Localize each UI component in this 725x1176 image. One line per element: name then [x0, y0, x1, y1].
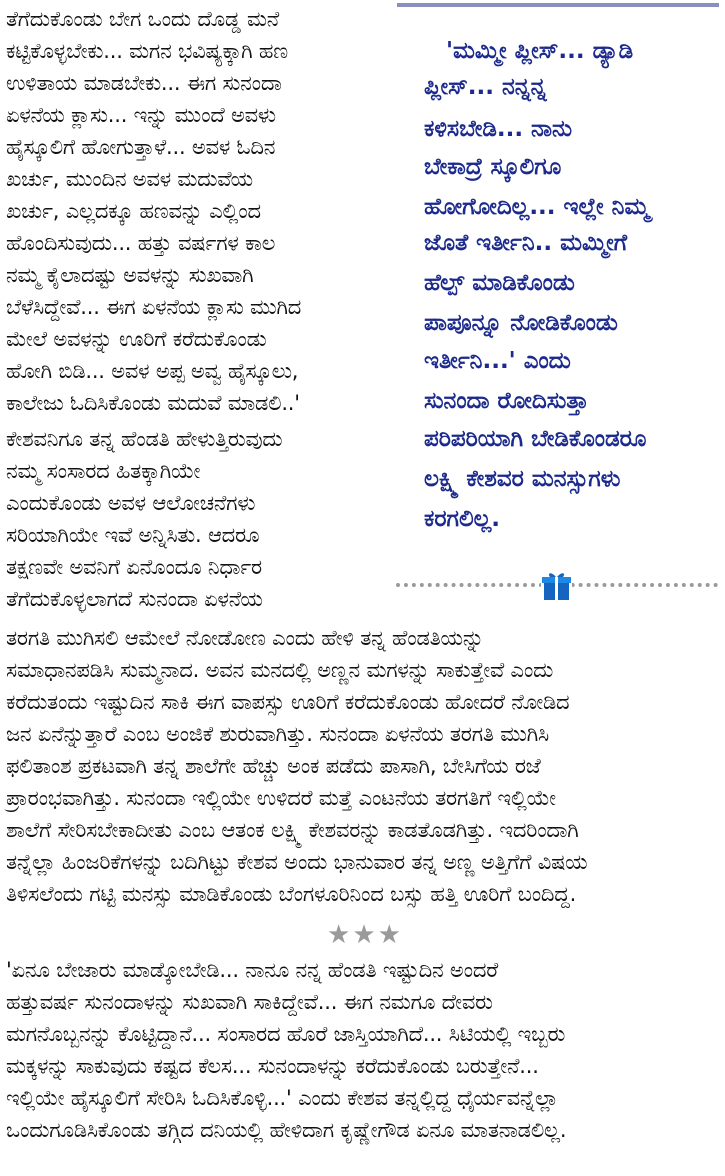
pull-quote-line: ಪರಿಪರಿಯಾಗಿ ಬೇಡಿಕೊಂಡರೂ — [424, 426, 647, 452]
body-line: ಪ್ರಾರಂಭವಾಗಿತ್ತು. ಸುನಂದಾ ಇಲ್ಲಿಯೇ ಉಳಿದರೆ ಮತ್ತೆ ಎಂಟನೆಯ ತರಗತಿಗೆ ಇಲ್ಲಿಯೇ — [6, 786, 556, 810]
gift-box-icon — [541, 571, 572, 602]
body-line: ತಿಳಿಸಲೆಂದು ಗಟ್ಟಿ ಮನಸ್ಸು ಮಾಡಿಕೊಂಡು ಬೆಂಗಳೂರಿನಿಂದ ಬಸ್ಸು ಹತ್ತಿ ಊರಿಗೆ ಬಂದಿದ್ದ. — [6, 882, 577, 906]
pull-quote-line: ಪ್ಲೀಸ್... ನನ್ನನ್ನ — [424, 74, 547, 100]
body-line: ತಕ್ಷಣವೇ ಅವನಿಗೆ ಏನೊಂದೂ ನಿರ್ಧಾರ — [6, 555, 262, 579]
body-line: ಕೇಶವನಿಗೂ ತನ್ನ ಹೆಂಡತಿ ಹೇಳುತ್ತಿರುವುದು — [6, 427, 283, 451]
pull-quote-line: ಇರ್ತೀನಿ...' ಎಂದು — [424, 348, 571, 374]
body-line: ನಮ್ಮ ಸಂಸಾರದ ಹಿತಕ್ಕಾಗಿಯೇ — [6, 459, 201, 483]
pull-quote-line: ಜೊತೆ ಇರ್ತೀನಿ.. ಮಮ್ಮೀಗೆ — [424, 230, 628, 256]
body-line: ತೆಗೆದುಕೊಳ್ಳಲಾಗದೆ ಸುನಂದಾ ಏಳನೆಯ — [6, 587, 263, 611]
body-line: ಮೇಲೆ ಅವಳನ್ನು ಊರಿಗೆ ಕರೆದುಕೊಂಡು — [6, 327, 267, 351]
body-line: ನಮ್ಮ ಕೈಲಾದಷ್ಟು ಅವಳನ್ನು ಸುಖವಾಗಿ — [6, 263, 254, 287]
body-line: ಉಳಿತಾಯ ಮಾಡಬೇಕು... ಈಗ ಸುನಂದಾ — [6, 71, 282, 95]
body-line: ಸಮಾಧಾನಪಡಿಸಿ ಸುಮ್ಮನಾದ. ಅವನ ಮನದಲ್ಲಿ ಅಣ್ಣನ ಮಗಳನ್ನು ಸಾಕುತ್ತೇವೆ ಎಂದು — [6, 658, 554, 682]
body-line: ತರಗತಿ ಮುಗಿಸಲಿ ಆಮೇಲೆ ನೋಡೋಣ ಎಂದು ಹೇಳಿ ತನ್ನ ಹೆಂಡತಿಯನ್ನು — [6, 626, 484, 650]
pull-quote-line: ಬೇಕಾದ್ರೆ ಸ್ಕೂಲಿಗೂ — [424, 154, 562, 180]
body-line: ಕಾಲೇಜು ಓದಿಸಿಕೊಂಡು ಮದುವೆ ಮಾಡಲಿ..' — [6, 391, 300, 415]
body-line: ಬೆಳೆಸಿದ್ದೇವೆ... ಈಗ ಏಳನೆಯ ಕ್ಲಾಸು ಮುಗಿದ — [6, 295, 302, 319]
body-line: ಏಳನೆಯ ಕ್ಲಾಸು... ಇನ್ನು ಮುಂದೆ ಅವಳು — [6, 103, 276, 127]
body-line: ಶಾಲೆಗೆ ಸೇರಿಸಬೇಕಾದೀತು ಎಂಬ ಆತಂಕ ಲಕ್ಷ್ಮಿ ಕೇಶವರನ್ನು ಕಾಡತೊಡಗಿತ್ತು. ಇದರಿಂದಾಗಿ — [6, 818, 579, 842]
body-line: ಖರ್ಚು, ಎಲ್ಲದಕ್ಕೂ ಹಣವನ್ನು ಎಲ್ಲಿಂದ — [6, 199, 261, 223]
body-line: ಖರ್ಚು, ಮುಂದಿನ ಅವಳ ಮದುವೆಯ — [6, 167, 253, 191]
pull-quote-line: ಸುನಂದಾ ರೋದಿಸುತ್ತಾ — [424, 388, 589, 414]
body-line: ಹೋಗಿ ಬಿಡಿ... ಅವಳ ಅಪ್ಪ ಅವ್ವ ಹೈಸ್ಕೂಲು, — [6, 359, 299, 383]
pull-quote-line: ಹೋಗೋದಿಲ್ಲ... ಇಲ್ಲೇ ನಿಮ್ಮ — [424, 194, 650, 220]
body-line: ಹೈಸ್ಕೂಲಿಗೆ ಹೋಗುತ್ತಾಳೆ... ಅವಳ ಓದಿನ — [6, 135, 276, 159]
body-line: ಒಂದುಗೂಡಿಸಿಕೊಂಡು ತಗ್ಗಿದ ದನಿಯಲ್ಲಿ ಹೇಳಿದಾಗ ಕೃಷ್ಣೇಗೌಡ ಏನೂ ಮಾತನಾಡಲಿಲ್ಲ. — [6, 1118, 567, 1142]
pull-quote-line: 'ಮಮ್ಮೀ ಪ್ಲೀಸ್... ಡ್ಯಾಡಿ — [446, 38, 634, 64]
pull-quote-top-rule — [397, 3, 719, 7]
body-line: ಕಟ್ಟಿಕೊಳ್ಳಬೇಕು... ಮಗನ ಭವಿಷ್ಯಕ್ಕಾಗಿ ಹಣ — [6, 39, 288, 63]
body-line: ಹೊಂದಿಸುವುದು... ಹತ್ತು ವರ್ಷಗಳ ಕಾಲ — [6, 231, 276, 255]
pull-quote-line: ಹೆಲ್ಪ್ ಮಾಡಿಕೊಂಡು — [424, 270, 575, 296]
section-break-stars: ★★★ — [327, 920, 403, 950]
body-line: ಮಕ್ಕಳನ್ನು ಸಾಕುವುದು ಕಷ್ಟದ ಕೆಲಸ... ಸುನಂದಾಳನ್ನು ಕರೆದುಕೊಂಡು ಬರುತ್ತೇನೆ... — [6, 1054, 539, 1078]
pull-quote-line: ಕರಗಲಿಲ್ಲ. — [424, 506, 500, 532]
body-line: ತನ್ನೆಲ್ಲಾ ಹಿಂಜರಿಕೆಗಳನ್ನು ಬದಿಗಿಟ್ಟು ಕೇಶವ ಅಂದು ಭಾನುವಾರ ತನ್ನ ಅಣ್ಣ ಅತ್ತಿಗೆಗೆ ವಿಷಯ — [6, 850, 588, 874]
pull-quote-line: ಲಕ್ಷ್ಮಿ ಕೇಶವರ ಮನಸ್ಸುಗಳು — [424, 466, 621, 492]
body-line: ಸರಿಯಾಗಿಯೇ ಇವೆ ಅನ್ನಿಸಿತು. ಆದರೂ — [6, 523, 260, 547]
body-line: ಫಲಿತಾಂಶ ಪ್ರಕಟವಾಗಿ ತನ್ನ ಶಾಲೆಗೇ ಹೆಚ್ಚು ಅಂಕ ಪಡೆದು ಪಾಸಾಗಿ, ಬೇಸಿಗೆಯ ರಜೆ — [6, 754, 541, 778]
body-line: ಜನ ಏನೆನ್ನುತ್ತಾರೆ ಎಂಬ ಅಂಜಿಕೆ ಶುರುವಾಗಿತ್ತು. ಸುನಂದಾ ಏಳನೆಯ ತರಗತಿ ಮುಗಿಸಿ — [6, 722, 549, 746]
body-line: ಎಂದುಕೊಂಡು ಅವಳ ಆಲೋಚನೆಗಳು — [6, 491, 256, 515]
pull-quote-line: ಕಳಿಸಬೇಡಿ... ನಾನು — [424, 116, 573, 142]
body-line: ತೆಗೆದುಕೊಂಡು ಬೇಗ ಒಂದು ದೊಡ್ಡ ಮನೆ — [6, 7, 280, 31]
body-line: ಕರೆದುತಂದು ಇಷ್ಟುದಿನ ಸಾಕಿ ಈಗ ವಾಪಸ್ಸು ಊರಿಗೆ ಕರೆದುಕೊಂಡು ಹೋದರೆ ನೋಡಿದ — [6, 690, 570, 714]
pull-quote-line: ಪಾಪೂನ್ನೂ ನೋಡಿಕೊಂಡು — [424, 310, 618, 336]
body-line: ಹತ್ತುವರ್ಷ ಸುನಂದಾಳನ್ನು ಸುಖವಾಗಿ ಸಾಕಿದ್ದೇವೆ... ಈಗ ನಮಗೂ ದೇವರು — [6, 990, 493, 1014]
body-line: ಮಗನೊಬ್ಬನನ್ನು ಕೊಟ್ಟಿದ್ದಾನೆ... ಸಂಸಾರದ ಹೊರೆ ಜಾಸ್ತಿಯಾಗಿದೆ... ಸಿಟಿಯಲ್ಲಿ ಇಬ್ಬರು — [6, 1022, 566, 1046]
body-line: 'ಏನೂ ಬೇಜಾರು ಮಾಡ್ಕೋಬೇಡಿ... ನಾನೂ ನನ್ನ ಹೆಂಡತಿ ಇಷ್ಟುದಿನ ಅಂದರೆ — [6, 958, 498, 982]
body-line: ಇಲ್ಲಿಯೇ ಹೈಸ್ಕೂಲಿಗೆ ಸೇರಿಸಿ ಓದಿಸಿಕೊಳ್ಳಿ...' ಎಂದು ಕೇಶವ ತನ್ನಲ್ಲಿದ್ದ ಧೈರ್ಯವನ್ನೆಲ್ಲಾ — [6, 1086, 559, 1110]
